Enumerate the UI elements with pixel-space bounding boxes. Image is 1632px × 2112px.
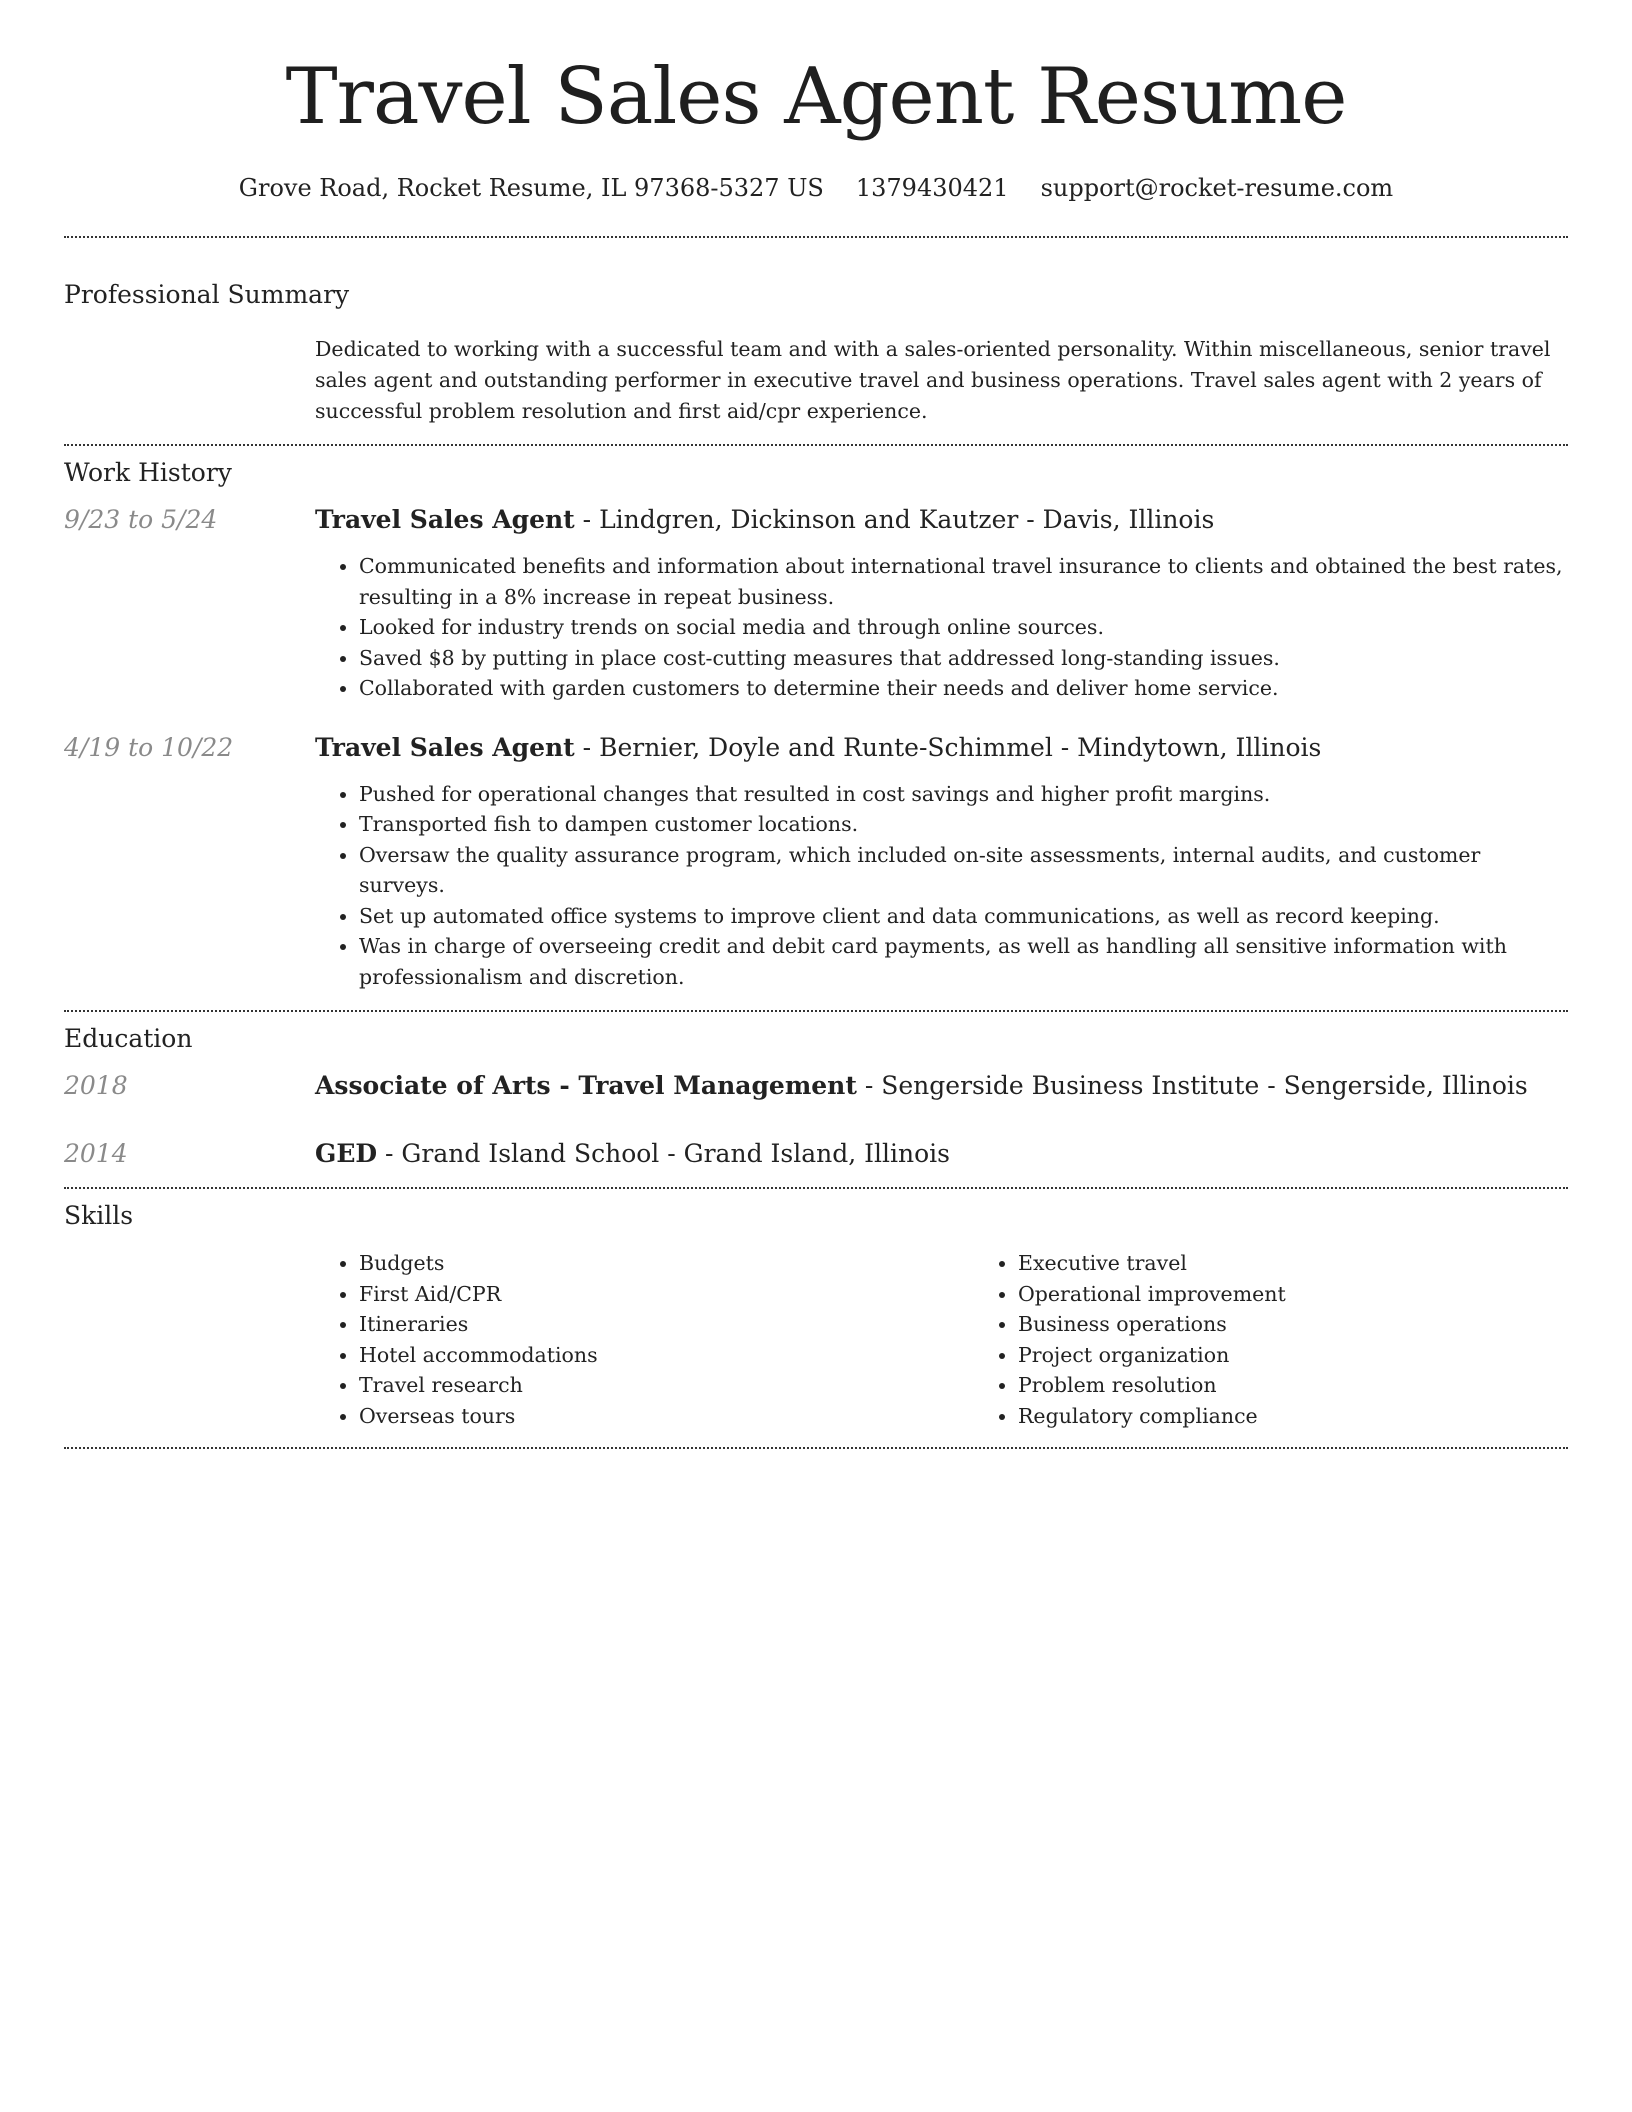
skills-list-left [315, 1248, 974, 1431]
skills-list-right [974, 1248, 1632, 1431]
education-details: - Sengerside Business Institute - Sengerside, Illinois [856, 1071, 1528, 1100]
skill-item: • Budgets [359, 1248, 974, 1279]
education-entry [64, 1139, 1568, 1169]
skill-item: • First Aid/CPR [359, 1279, 974, 1310]
job-bullets [315, 551, 1568, 704]
contact-phone: 1379430421 [855, 174, 1009, 202]
job-bullet: • Saved $8 by putting in place cost-cutting measures that addressed long-standing issues. [359, 643, 1568, 674]
summary-spacer [64, 334, 315, 427]
section-divider [64, 1447, 1568, 1449]
job-bullet: • Oversaw the quality assurance program, which included on-site assessments, internal audits, and customer surveys. [359, 840, 1568, 901]
job-bullet: • Pushed for operational changes that resulted in cost savings and higher profit margins. [359, 779, 1568, 810]
section-divider [64, 444, 1568, 446]
job-bullet: • Set up automated office systems to improve client and data communications, as well as record keeping. [359, 901, 1568, 932]
skill-item: • Itineraries [359, 1309, 974, 1340]
job-bullet: • Looked for industry trends on social media and through online sources. [359, 612, 1568, 643]
job-bullet: • Collaborated with garden customers to determine their needs and deliver home service. [359, 673, 1568, 704]
skill-item: • Regulatory compliance [1018, 1401, 1632, 1432]
resume-title: Travel Sales Agent Resume [285, 52, 1347, 142]
skill-item: • Business operations [1018, 1309, 1632, 1340]
skills-heading: Skills [64, 1201, 134, 1230]
skills-row [64, 1248, 1568, 1431]
job-bullet: • Was in charge of overseeing credit and debit card payments, as well as handling all sensitive information with professionalism and discretion. [359, 931, 1568, 992]
skill-item: • Project organization [1018, 1340, 1632, 1371]
resume-page [64, 0, 1568, 1449]
education-year: 2018 [64, 1071, 128, 1100]
job-details: - Lindgren, Dickinson and Kautzer - Davis, Illinois [574, 505, 1215, 534]
job-bullet: • Communicated benefits and information about international travel insurance to clients and obtained the best rates, resulting in a 8% increase in repeat business. [359, 551, 1568, 612]
education-heading-line [315, 1071, 1568, 1101]
summary-row [64, 334, 1568, 427]
job-entry [64, 733, 1568, 993]
job-dates: 9/23 to 5/24 [64, 505, 218, 534]
contact-email: support@rocket-resume.com [1040, 174, 1394, 202]
skill-item: • Executive travel [1018, 1248, 1632, 1279]
summary-heading: Professional Summary [64, 280, 350, 309]
contact-address: Grove Road, Rocket Resume, IL 97368-5327 US [238, 174, 824, 202]
education-year: 2014 [64, 1139, 128, 1168]
job-heading [315, 733, 1568, 763]
skill-item: • Operational improvement [1018, 1279, 1632, 1310]
education-entry [64, 1071, 1568, 1101]
job-bullets [315, 779, 1568, 993]
education-degree: Associate of Arts - Travel Management [315, 1071, 857, 1100]
job-role: Travel Sales Agent [315, 732, 575, 762]
contact-line [64, 174, 1568, 202]
job-role: Travel Sales Agent [315, 505, 575, 534]
skill-item: • Problem resolution [1018, 1370, 1632, 1401]
skills-grid [315, 1248, 1632, 1431]
skills-spacer [64, 1248, 315, 1431]
education-heading: Education [64, 1024, 193, 1053]
job-details: - Bernier, Doyle and Runte-Schimmel - Mindytown, Illinois [574, 732, 1322, 762]
work-history-heading: Work History [64, 458, 232, 487]
skill-item: • Travel research [359, 1370, 974, 1401]
job-dates: 4/19 to 10/22 [64, 732, 234, 762]
section-divider [64, 236, 1568, 238]
education-degree: GED [315, 1139, 378, 1168]
section-divider [64, 1187, 1568, 1189]
skill-item: • Hotel accommodations [359, 1340, 974, 1371]
section-divider [64, 1010, 1568, 1012]
education-heading-line [315, 1139, 1568, 1169]
job-entry [64, 505, 1568, 704]
job-bullet: • Transported fish to dampen customer locations. [359, 809, 1568, 840]
job-heading [315, 505, 1568, 535]
skill-item: • Overseas tours [359, 1401, 974, 1432]
summary-text: Dedicated to working with a successful team and with a sales-oriented personality. Within miscellaneous, senior travel sales agent and outstanding performer in executive travel and business operations. Travel sales agent with 2 years of successful problem resolution and first aid/cpr experience. [315, 337, 1551, 423]
education-details: - Grand Island School - Grand Island, Illinois [377, 1139, 950, 1168]
